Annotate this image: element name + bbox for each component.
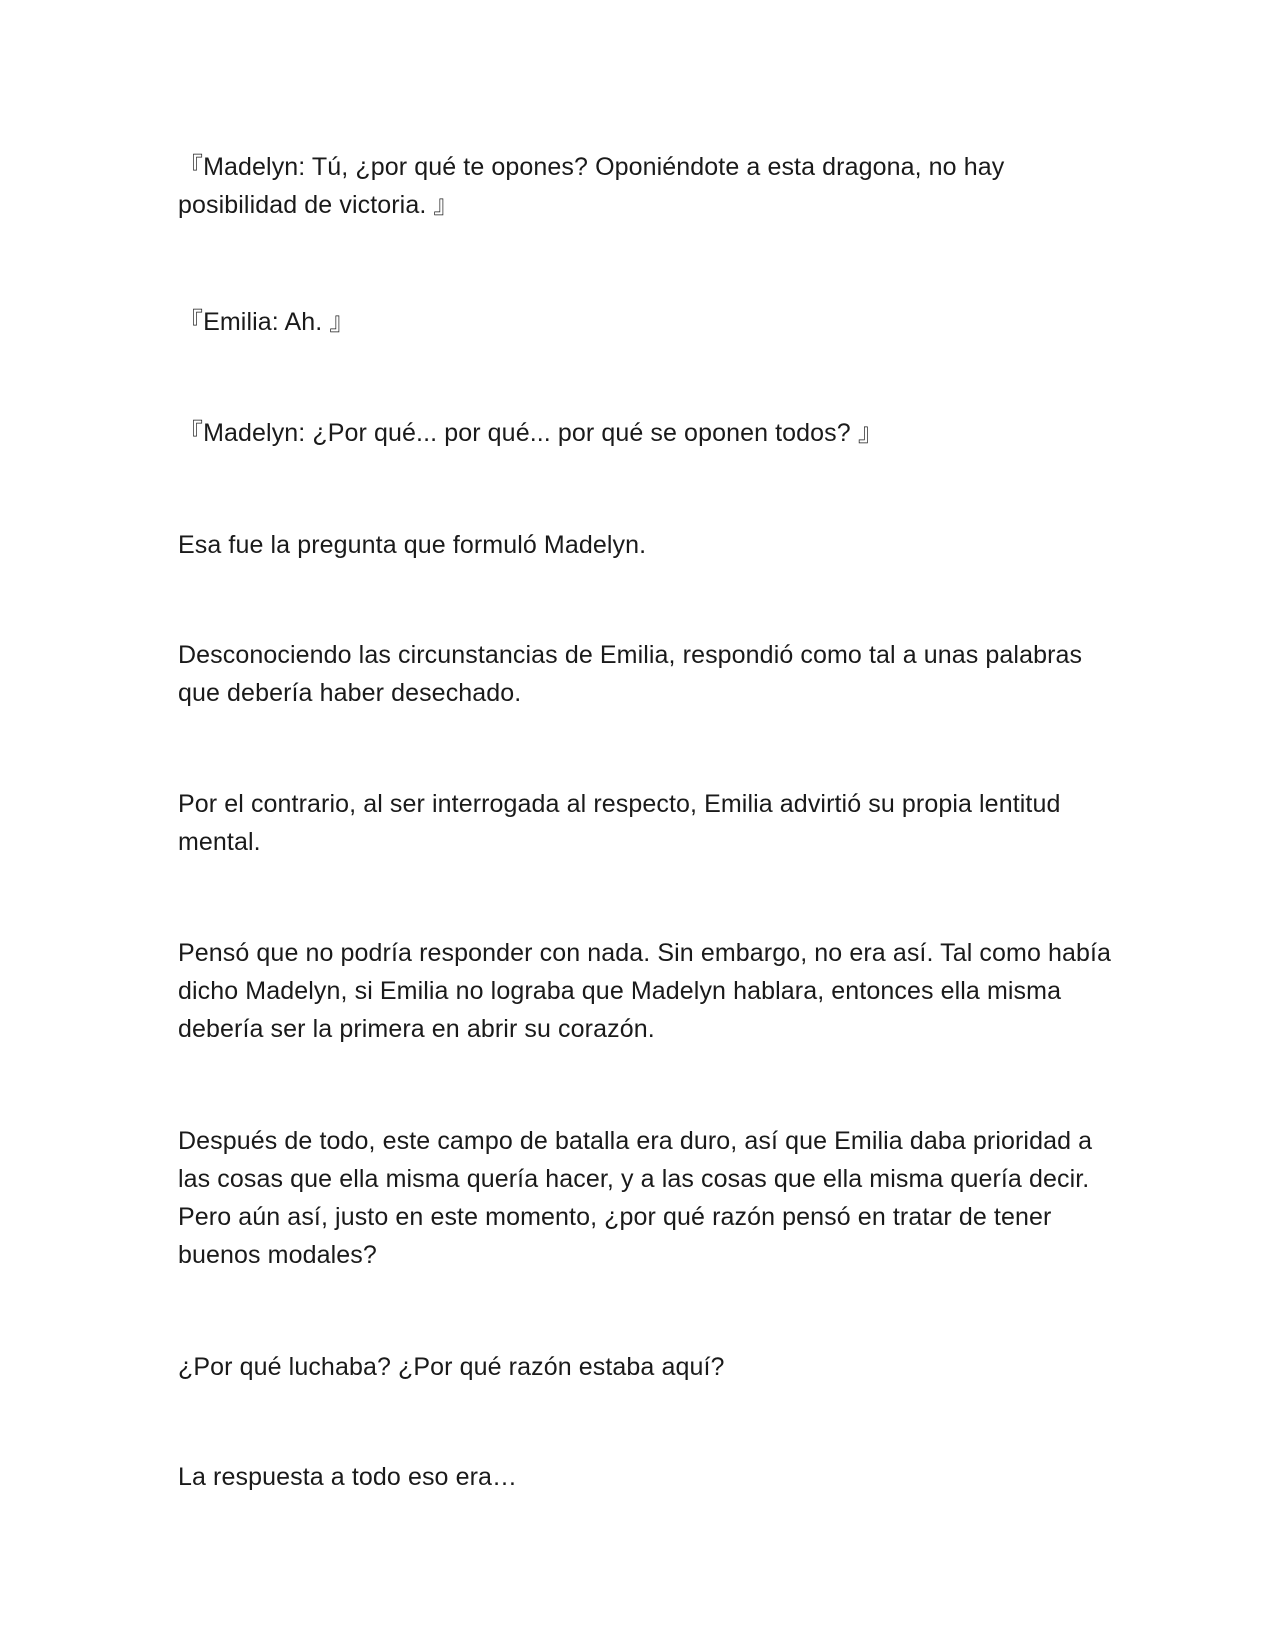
paragraph-8: Después de todo, este campo de batalla era duro, así que Emilia daba prioridad a las cosas que ella misma quería hacer, y a las cosas que ella misma quería decir. Pero aún así, justo en este momento, ¿por qué razón pensó en tratar de tener buenos modales?: [178, 1127, 1100, 1269]
paragraph-5: Desconociendo las circunstancias de Emilia, respondió como tal a unas palabras que debería haber desechado.: [178, 641, 1090, 707]
paragraph-1: 『Madelyn: Tú, ¿por qué te opones? Oponiéndote a esta dragona, no hay posibilidad de victoria. 』: [178, 153, 1012, 219]
paragraph-3: 『Madelyn: ¿Por qué... por qué... por qué se oponen todos? 』: [178, 419, 883, 447]
paragraph-7: Pensó que no podría responder con nada. Sin embargo, no era así. Tal como había dicho Madelyn, si Emilia no lograba que Madelyn hablara, entonces ella misma debería ser la primera en abrir su corazón.: [178, 939, 1119, 1043]
paragraph-10: La respuesta a todo eso era…: [178, 1463, 518, 1491]
paragraph-6: Por el contrario, al ser interrogada al respecto, Emilia advirtió su propia lentitud mental.: [178, 790, 1068, 856]
paragraph-9: ¿Por qué luchaba? ¿Por qué razón estaba aquí?: [178, 1353, 725, 1381]
paragraph-4: Esa fue la pregunta que formuló Madelyn.: [178, 531, 647, 559]
paragraph-2: 『Emilia: Ah. 』: [178, 308, 355, 336]
